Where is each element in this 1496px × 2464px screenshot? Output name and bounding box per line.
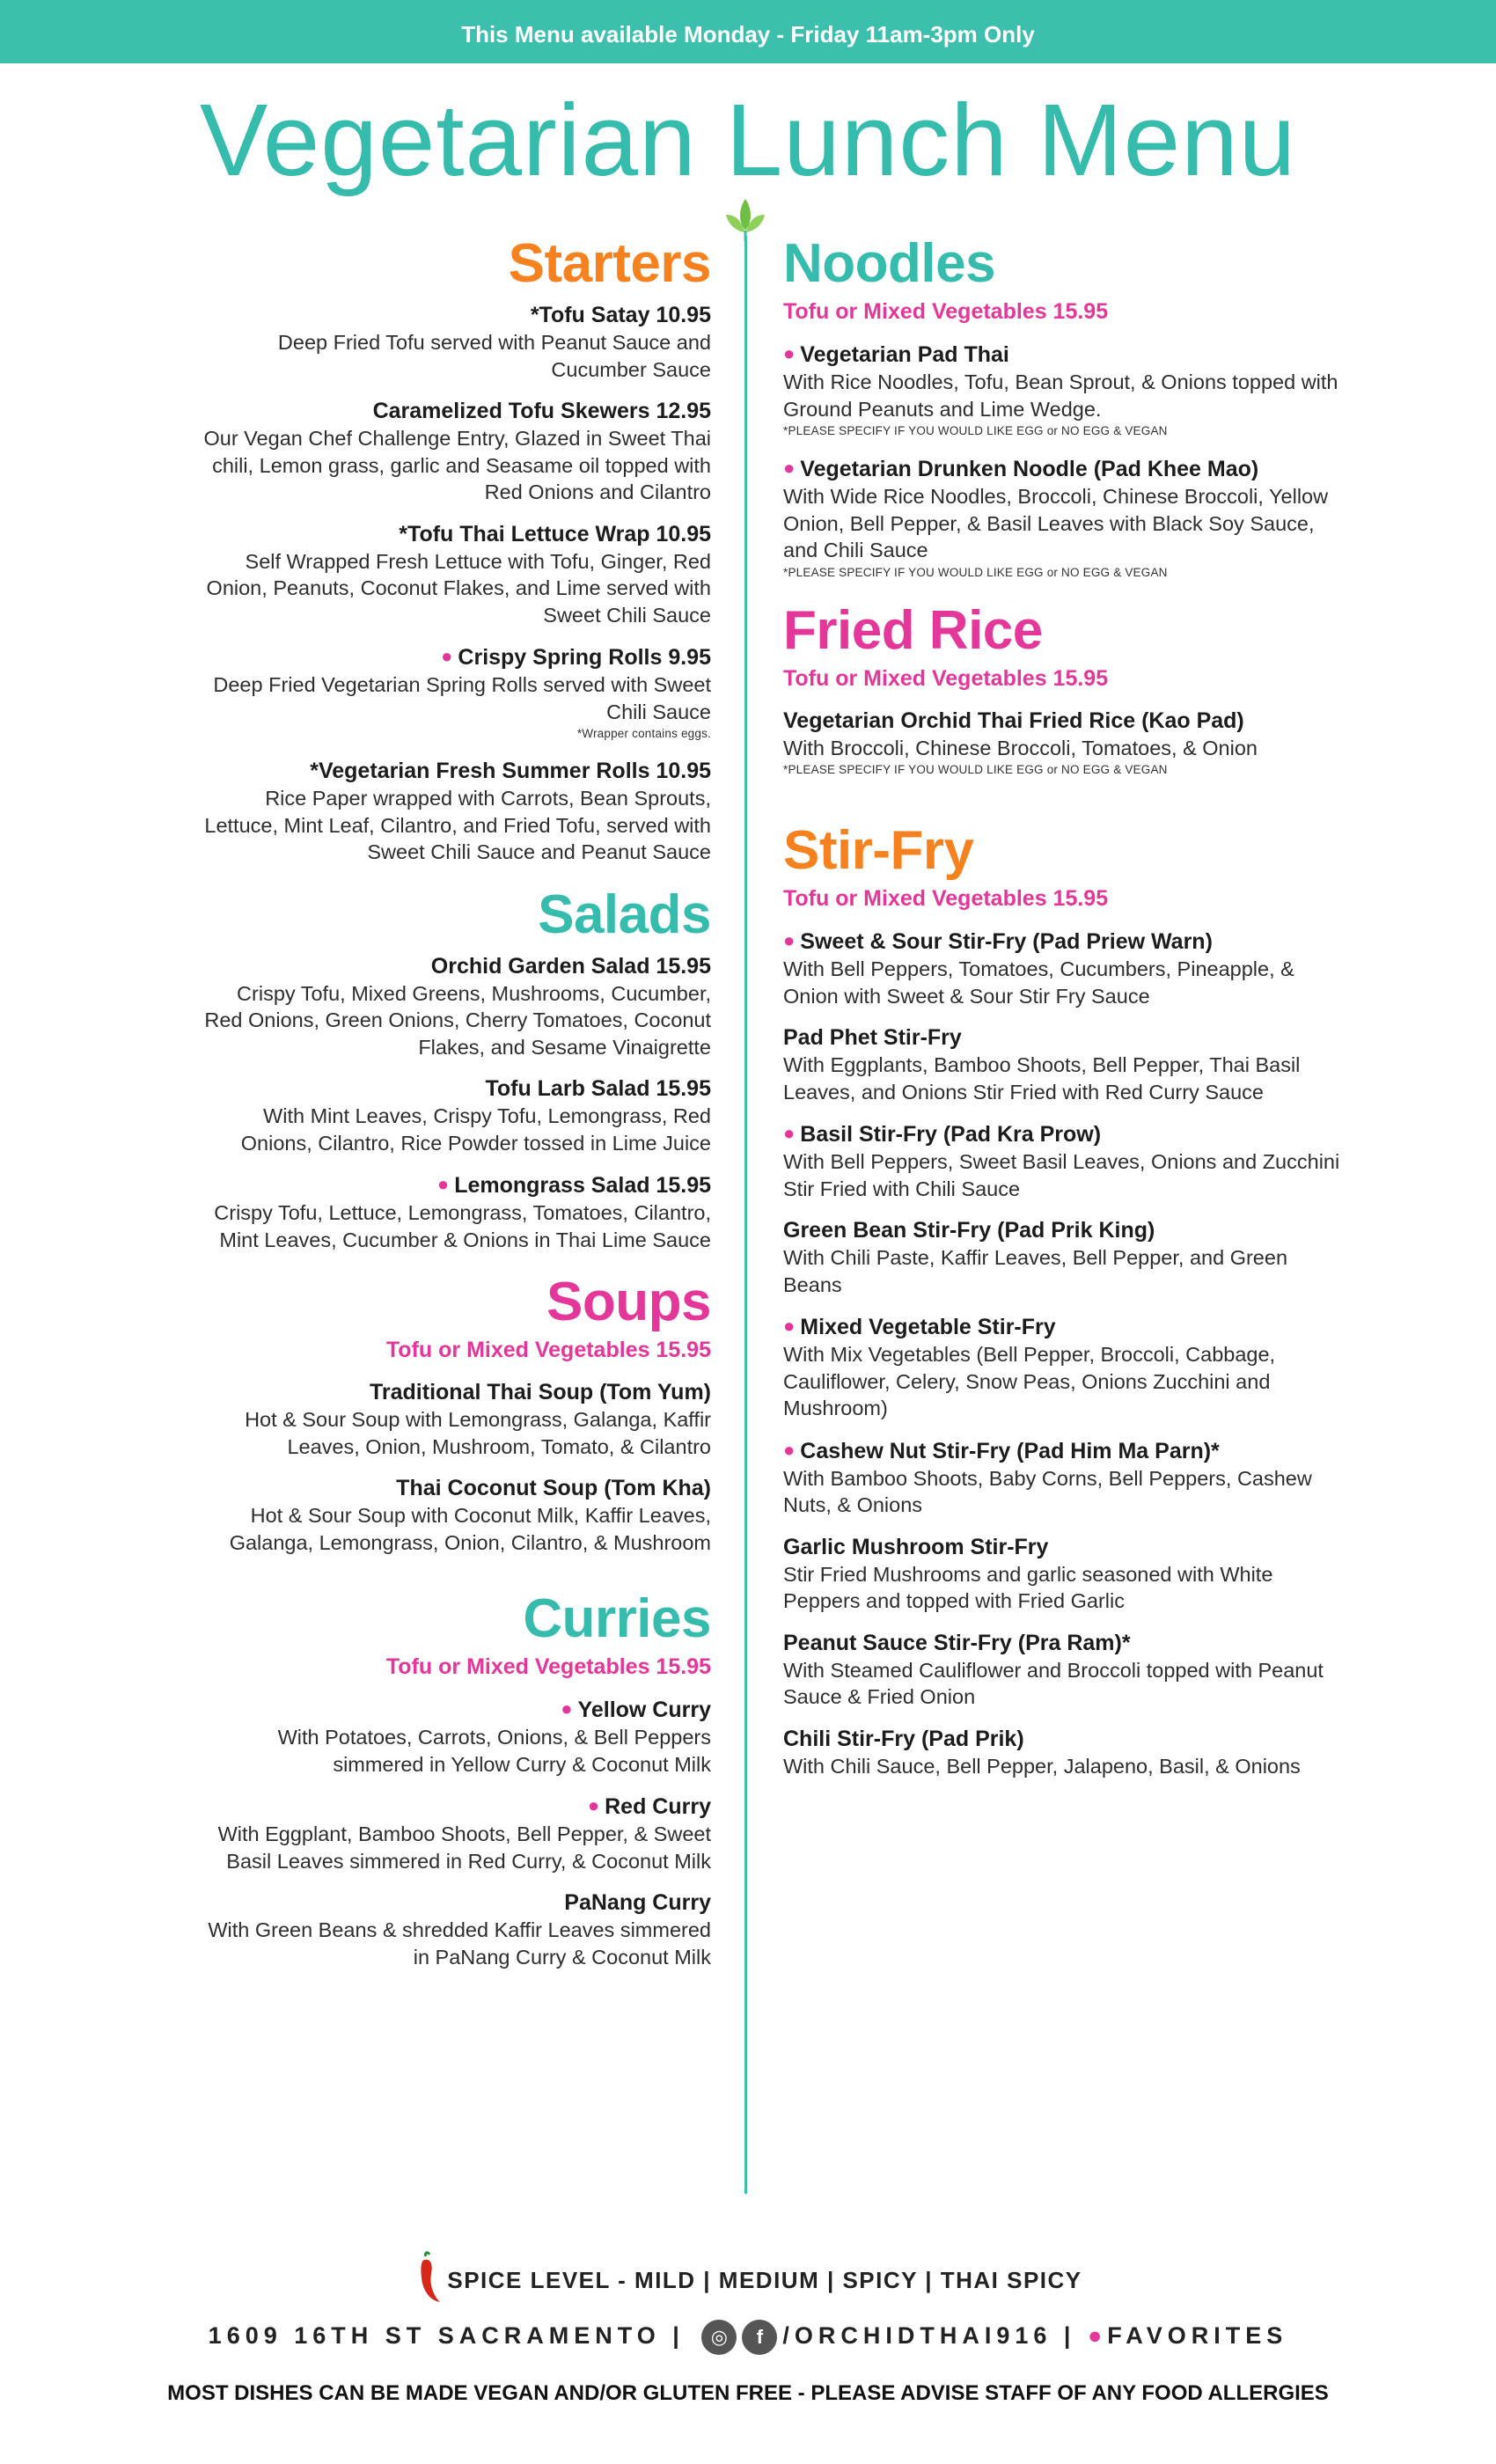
soups-section bbox=[194, 1269, 711, 1556]
item-name: Tofu Larb Salad 15.95 bbox=[485, 1076, 711, 1101]
item-name: Orchid Garden Salad 15.95 bbox=[430, 953, 711, 979]
item-name: PaNang Curry bbox=[564, 1890, 711, 1915]
item-description: With Eggplants, Bamboo Shoots, Bell Pepper, Thai Basil Leaves, and Onions Stir Fried with Red Curry Sauce bbox=[783, 1053, 1301, 1104]
item-name: Traditional Thai Soup (Tom Yum) bbox=[370, 1380, 711, 1404]
availability-banner: This Menu available Monday - Friday 11am-3pm Only bbox=[0, 0, 1496, 63]
address-line bbox=[0, 2320, 1496, 2355]
menu-item bbox=[194, 1074, 711, 1156]
item-description: With Mint Leaves, Crispy Tofu, Lemongrass, Red Onions, Cilantro, Rice Powder tossed in Lime Juice bbox=[240, 1104, 711, 1155]
starters-section bbox=[194, 231, 711, 866]
item-note: *PLEASE SPECIFY IF YOU WOULD LIKE EGG or NO EGG & VEGAN bbox=[783, 424, 1168, 437]
instagram-icon[interactable]: ◎ bbox=[701, 2320, 737, 2355]
item-name: Caramelized Tofu Skewers 12.95 bbox=[372, 399, 711, 423]
menu-item bbox=[194, 642, 711, 743]
item-name: Chili Stir-Fry (Pad Prik) bbox=[783, 1726, 1024, 1751]
facebook-icon[interactable]: f bbox=[742, 2320, 777, 2355]
item-description: With Eggplant, Bamboo Shoots, Bell Pepper, & Sweet Basil Leaves simmered in Red Curry, & Coconut Milk bbox=[217, 1822, 711, 1873]
item-name: Thai Coconut Soup (Tom Kha) bbox=[396, 1476, 711, 1500]
menu-item bbox=[194, 952, 711, 1061]
item-name: *Vegetarian Fresh Summer Rolls 10.95 bbox=[310, 759, 711, 783]
fried-rice-subtitle: Tofu or Mixed Vegetables 15.95 bbox=[783, 665, 1109, 691]
item-description: With Chili Paste, Kaffir Leaves, Bell Pepper, and Green Beans bbox=[783, 1246, 1288, 1296]
menu-item bbox=[783, 1023, 1346, 1105]
favorites-label: FAVORITES bbox=[1107, 2322, 1288, 2350]
item-name-favorite: ● Lemongrass Salad 15.95 bbox=[436, 1173, 711, 1198]
soups-subtitle: Tofu or Mixed Vegetables 15.95 bbox=[385, 1338, 711, 1362]
item-description: Deep Fried Vegetarian Spring Rolls served with Sweet Chili Sauce bbox=[213, 673, 711, 723]
menu-item bbox=[783, 1533, 1346, 1615]
item-description: Self Wrapped Fresh Lettuce with Tofu, Ginger, Red Onion, Peanuts, Coconut Flakes, and Lime served with Sweet Chili Sauce bbox=[206, 549, 711, 627]
item-name-favorite: ● Red Curry bbox=[587, 1794, 711, 1819]
favorite-dot-icon: ● bbox=[561, 1698, 573, 1720]
menu-item bbox=[194, 1888, 711, 1970]
item-note: *PLEASE SPECIFY IF YOU WOULD LIKE EGG or NO EGG & VEGAN bbox=[783, 565, 1168, 579]
item-note: *Wrapper contains eggs. bbox=[576, 727, 711, 740]
noodles-heading: Noodles bbox=[783, 233, 996, 294]
menu-item bbox=[783, 707, 1346, 780]
stir-fry-heading: Stir-Fry bbox=[783, 820, 974, 881]
item-description: With Bamboo Shoots, Baby Corns, Bell Peppers, Cashew Nuts, & Onions bbox=[783, 1466, 1312, 1516]
item-name-favorite: ● Basil Stir-Fry (Pad Kra Prow) bbox=[783, 1122, 1102, 1147]
menu-item bbox=[783, 927, 1346, 1009]
fried-rice-heading: Fried Rice bbox=[783, 599, 1043, 661]
address: 1609 16TH ST SACRAMENTO | bbox=[208, 2322, 685, 2350]
favorite-dot-icon: ● bbox=[783, 342, 796, 364]
item-description: With Broccoli, Chinese Broccoli, Tomatoes, & Onion bbox=[783, 736, 1258, 759]
item-description: With Bell Peppers, Sweet Basil Leaves, Onions and Zucchini Stir Fried with Chili Sauce bbox=[783, 1150, 1340, 1200]
menu-item bbox=[194, 1474, 711, 1556]
chili-pepper-icon bbox=[414, 2251, 444, 2304]
menu-item bbox=[194, 397, 711, 506]
item-description: With Mix Vegetables (Bell Pepper, Broccoli, Cabbage, Cauliflower, Celery, Snow Peas, Onions Zucchini and Mushroom) bbox=[783, 1343, 1276, 1419]
item-name: Garlic Mushroom Stir-Fry bbox=[783, 1534, 1049, 1559]
menu-item bbox=[783, 454, 1346, 582]
leaf-icon bbox=[721, 192, 770, 241]
menu-item bbox=[783, 1312, 1346, 1422]
curries-subtitle: Tofu or Mixed Vegetables 15.95 bbox=[385, 1654, 711, 1679]
item-name: Green Bean Stir-Fry (Pad Prik King) bbox=[783, 1218, 1155, 1243]
menu-item bbox=[194, 1695, 711, 1778]
menu-item bbox=[783, 1119, 1346, 1202]
item-note: *PLEASE SPECIFY IF YOU WOULD LIKE EGG or NO EGG & VEGAN bbox=[783, 763, 1168, 776]
item-description: With Chili Sauce, Bell Pepper, Jalapeno, Basil, & Onions bbox=[783, 1754, 1301, 1778]
item-name-favorite: ● Vegetarian Pad Thai bbox=[783, 342, 1009, 367]
favorite-dot-icon: ● bbox=[783, 1438, 796, 1461]
item-name-favorite: ● Mixed Vegetable Stir-Fry bbox=[783, 1315, 1056, 1339]
menu-item bbox=[783, 1629, 1346, 1711]
favorite-dot-icon: ● bbox=[587, 1794, 600, 1816]
noodles-section bbox=[783, 231, 1346, 582]
curries-section bbox=[194, 1586, 711, 1970]
item-description: Crispy Tofu, Lettuce, Lemongrass, Tomatoes, Cilantro, Mint Leaves, Cucumber & Onions in Thai Lime Sauce bbox=[214, 1201, 711, 1251]
favorite-dot-icon: ● bbox=[783, 929, 796, 951]
favorite-dot-icon: ● bbox=[1087, 2322, 1108, 2350]
right-column bbox=[783, 231, 1346, 1795]
item-description: Deep Fried Tofu served with Peanut Sauce and Cucumber Sauce bbox=[277, 331, 711, 381]
item-name: Vegetarian Orchid Thai Fried Rice (Kao Pad) bbox=[783, 708, 1244, 733]
menu-item bbox=[783, 1436, 1346, 1519]
soups-heading: Soups bbox=[546, 1272, 711, 1332]
item-description: With Green Beans & shredded Kaffir Leaves simmered in PaNang Curry & Coconut Milk bbox=[208, 1918, 711, 1969]
item-description: Stir Fried Mushrooms and garlic seasoned with White Peppers and topped with Fried Garlic bbox=[783, 1562, 1273, 1612]
allergy-note: MOST DISHES CAN BE MADE VEGAN AND/OR GLUTEN FREE - PLEASE ADVISE STAFF OF ANY FOOD ALLERGIES bbox=[167, 2381, 1329, 2405]
favorite-dot-icon: ● bbox=[441, 645, 453, 667]
item-name-favorite: ● Cashew Nut Stir-Fry (Pad Him Ma Parn)* bbox=[783, 1438, 1220, 1463]
starters-heading: Starters bbox=[508, 233, 711, 294]
menu-item bbox=[783, 1216, 1346, 1298]
item-name: Peanut Sauce Stir-Fry (Pra Ram)* bbox=[783, 1630, 1131, 1655]
item-description: Rice Paper wrapped with Carrots, Bean Sprouts, Lettuce, Mint Leaf, Cilantro, and Fried Tofu, served with Sweet Chili Sauce and Peanut Sauce bbox=[204, 787, 711, 863]
curries-heading: Curries bbox=[523, 1588, 711, 1649]
salads-heading: Salads bbox=[538, 884, 711, 945]
fried-rice-section bbox=[783, 598, 1346, 780]
stir-fry-subtitle: Tofu or Mixed Vegetables 15.95 bbox=[783, 886, 1109, 911]
noodles-subtitle: Tofu or Mixed Vegetables 15.95 bbox=[783, 299, 1109, 324]
menu-item bbox=[783, 1725, 1346, 1780]
column-divider bbox=[744, 236, 747, 2194]
favorite-dot-icon: ● bbox=[783, 457, 796, 479]
item-description: With Bell Peppers, Tomatoes, Cucumbers, Pineapple, & Onion with Sweet & Sour Stir Fry Sauce bbox=[783, 957, 1294, 1008]
social-handle[interactable]: /ORCHIDTHAI916 | bbox=[782, 2322, 1076, 2350]
item-name-favorite: ● Crispy Spring Rolls 9.95 bbox=[441, 645, 711, 670]
menu-item bbox=[783, 340, 1346, 440]
item-name-favorite: ● Sweet & Sour Stir-Fry (Pad Priew Warn) bbox=[783, 929, 1213, 954]
menu-item bbox=[194, 520, 711, 629]
page-title: Vegetarian Lunch Menu bbox=[199, 83, 1297, 197]
left-column bbox=[194, 231, 711, 1986]
item-description: With Wide Rice Noodles, Broccoli, Chinese Broccoli, Yellow Onion, Bell Pepper, & Basil Leaves with Black Soy Sauce, and Chili Sauce bbox=[783, 485, 1329, 561]
menu-item bbox=[194, 301, 711, 383]
item-name: Pad Phet Stir-Fry bbox=[783, 1025, 962, 1050]
favorite-dot-icon: ● bbox=[783, 1122, 796, 1144]
stir-fry-section bbox=[783, 818, 1346, 1779]
menu-item bbox=[194, 1378, 711, 1460]
item-name-favorite: ● Vegetarian Drunken Noodle (Pad Khee Mao) bbox=[783, 457, 1259, 481]
salads-section bbox=[194, 882, 711, 1254]
item-description: With Steamed Cauliflower and Broccoli topped with Peanut Sauce & Fried Onion bbox=[783, 1658, 1324, 1708]
item-description: Hot & Sour Soup with Lemongrass, Galanga, Kaffir Leaves, Onion, Mushroom, Tomato, & Cilantro bbox=[245, 1408, 711, 1458]
item-description: With Potatoes, Carrots, Onions, & Bell Peppers simmered in Yellow Curry & Coconut Milk bbox=[277, 1726, 711, 1776]
menu-item bbox=[194, 1170, 711, 1253]
menu-item bbox=[194, 757, 711, 866]
favorite-dot-icon: ● bbox=[436, 1173, 450, 1195]
menu-item bbox=[194, 1792, 711, 1874]
item-name-favorite: ● Yellow Curry bbox=[561, 1698, 711, 1722]
item-description: Crispy Tofu, Mixed Greens, Mushrooms, Cucumber, Red Onions, Green Onions, Cherry Tomatoes, Coconut Flakes, and Sesame Vinaigrette bbox=[204, 981, 711, 1059]
favorite-dot-icon: ● bbox=[783, 1315, 796, 1337]
item-description: Hot & Sour Soup with Coconut Milk, Kaffir Leaves, Galanga, Lemongrass, Onion, Cilantro, & Mushroom bbox=[229, 1504, 711, 1554]
spice-level-legend: SPICE LEVEL - MILD | MEDIUM | SPICY | THAI SPICY bbox=[0, 2251, 1496, 2304]
item-name: *Tofu Satay 10.95 bbox=[530, 303, 711, 327]
item-description: With Rice Noodles, Tofu, Bean Sprout, & Onions topped with Ground Peanuts and Lime Wedge. bbox=[783, 370, 1338, 421]
item-name: *Tofu Thai Lettuce Wrap 10.95 bbox=[399, 521, 711, 546]
item-description: Our Vegan Chef Challenge Entry, Glazed in Sweet Thai chili, Lemon grass, garlic and Seasame oil topped with Red Onions and Cilantro bbox=[203, 427, 711, 503]
